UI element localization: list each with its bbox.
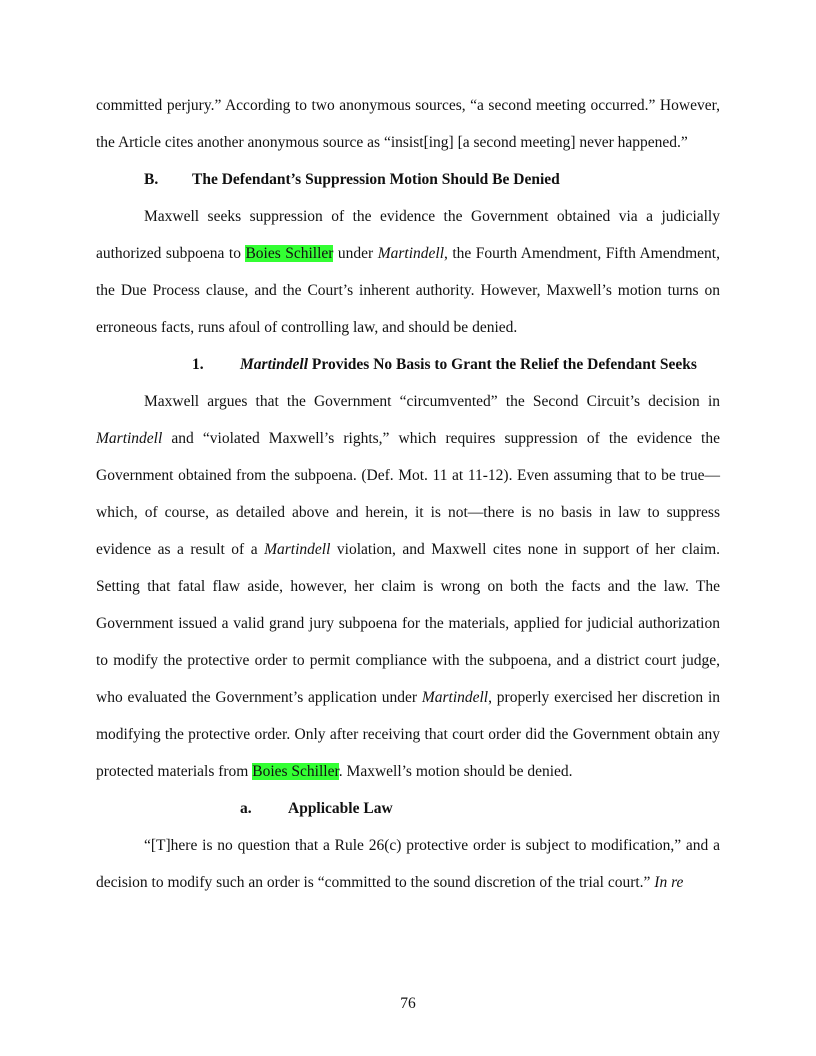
case-name-italic: Martindell [421,689,489,706]
paragraph-text: Maxwell argues that the Government “circumvented” the Second Circuit’s decision in [144,393,720,410]
paragraph-text: committed perjury.” According to two anonymous sources, “a second meeting occurred.” However, the Article cites another anonymous source as “insist[ing] [a second meeting] never happened.” [96,97,720,151]
paragraph-text: . Maxwell’s motion should be denied. [338,763,573,780]
section-heading-b [96,161,720,198]
heading-number: B. [144,171,159,188]
highlighted-text: Boies Schiller [252,763,339,780]
case-name-italic: Martindell [96,430,163,447]
section-heading-1 [96,346,720,383]
page-number: 76 [400,995,416,1012]
paragraph-continuation [96,87,720,161]
heading-text: Applicable Law [288,800,393,817]
paragraph-text: “[T]here is no question that a Rule 26(c) protective order is subject to modification,” and a decision to modify such an order is “committed to the sound discretion of the trial court.” [96,837,720,891]
highlighted-text: Boies Schiller [245,245,334,262]
heading-number: a. [240,800,252,817]
case-name-italic: In re [654,874,684,891]
heading-text [240,346,697,383]
paragraph-text: and “violated Maxwell’s rights,” which requires suppression of the evidence the Government obtained from the subpoena. (Def. Mot. 11 at 11-12). Even assuming that to be true—which, of course, as detailed above and herein, it is not—there is no basis in law to suppress evidence as a result of a [96,430,720,558]
paragraph-text: under [333,245,378,262]
heading-text-rest: Provides No Basis to Grant the Relief the Defendant Seeks [308,356,697,373]
paragraph-text: Maxwell seeks suppression of the evidence the Government obtained via a judicially authorized subpoena to [96,208,720,262]
case-name-italic: Martindell [264,541,331,558]
paragraph-martindell-argument [96,383,720,790]
paragraph-applicable-law [96,827,720,901]
paragraph-suppression-intro [96,198,720,346]
heading-number: 1. [192,356,204,373]
document-page [96,87,720,901]
case-name-italic: Martindell [377,245,445,262]
paragraph-text: violation, and Maxwell cites none in support of her claim. Setting that fatal flaw aside, however, her claim is wrong on both the facts and the law. The Government issued a valid grand jury subpoena for the materials, applied for judicial authorization to modify the protective order to permit compliance with the subpoena, and a district court judge, who evaluated the Government’s application under [96,541,720,706]
section-heading-a [96,790,720,827]
heading-text: The Defendant’s Suppression Motion Should Be Denied [192,171,560,188]
paragraph-text: , the Fourth Amendment, Fifth Amendment, the Due Process clause, and the Court’s inherent authority. However, Maxwell’s motion turns on erroneous facts, runs afoul of controlling law, and should be denied. [96,245,720,336]
case-name-italic: Martindell [240,356,309,373]
paragraph-text: , properly exercised her discretion in modifying the protective order. Only after receiving that court order did the Government obtain any protected materials from [96,689,721,780]
